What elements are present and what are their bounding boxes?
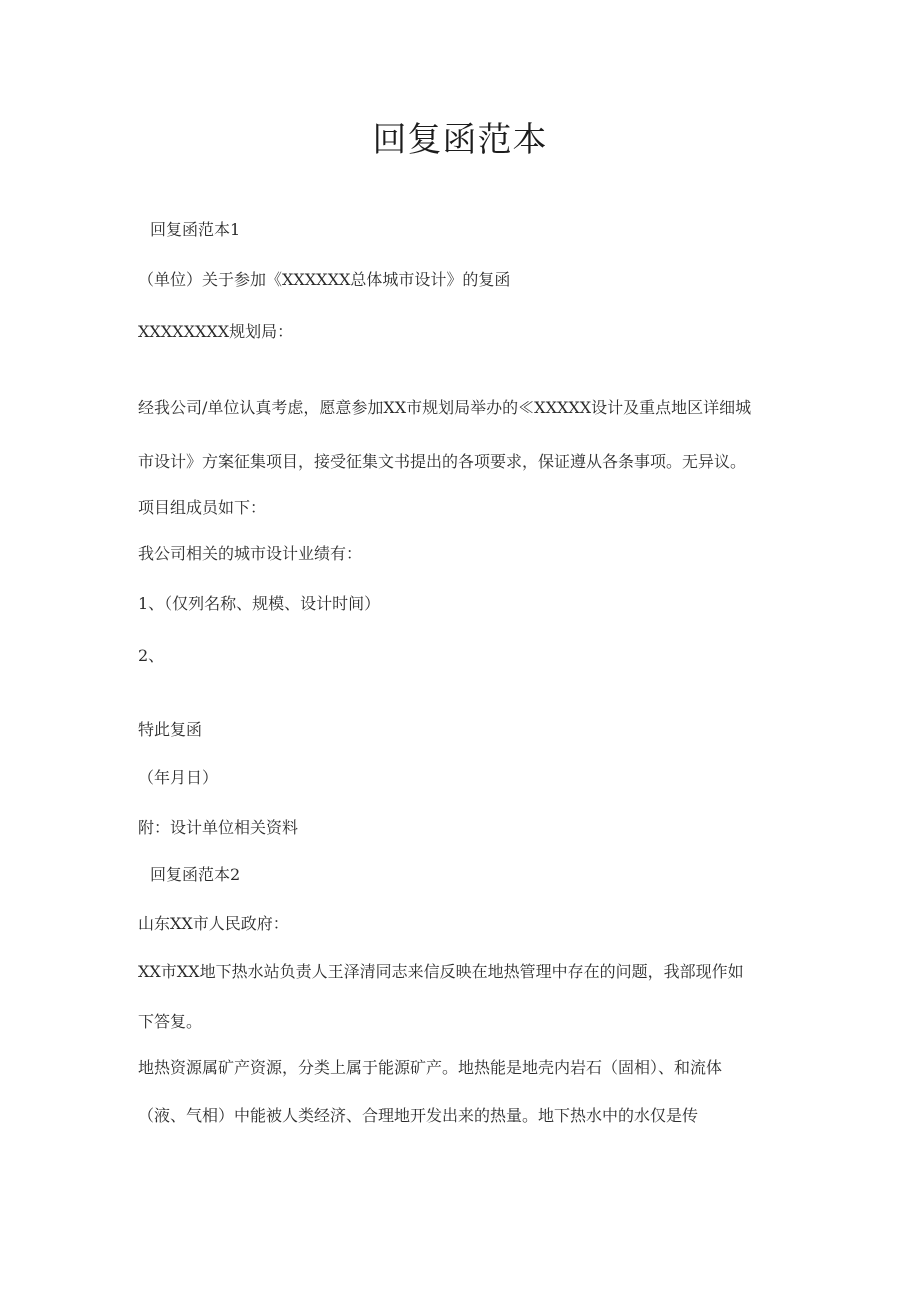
document-title: 回复函范本 [372,120,548,160]
body-paragraph-line: 经我公司/单位认真考虑，愿意参加XX市规划局举办的≪XXXXX设计及重点地区详细城 [138,398,752,417]
letter-subject: （单位）关于参加《XXXXXX总体城市设计》的复函 [138,270,511,289]
body-paragraph-line: （液、气相）中能被人类经济、合理地开发出来的热量。地下热水中的水仅是传 [138,1106,699,1125]
body-paragraph-line: 地热资源属矿产资源，分类上属于能源矿产。地热能是地壳内岩石（固相）、和流体 [138,1058,723,1077]
recipient-line: XXXXXXXX规划局： [138,322,294,341]
body-paragraph-line: XX市XX地下热水站负责人王泽清同志来信反映在地热管理中存在的问题，我部现作如 [138,962,744,981]
list-item-2: 2、 [138,646,165,665]
section-heading-2: 回复函范本2 [150,865,241,884]
attachment-line: 附：设计单位相关资料 [138,818,299,837]
list-item-1: 1、（仅列名称、规模、设计时间） [138,594,381,613]
closing-line: 特此复函 [138,720,203,739]
body-paragraph-line: 下答复。 [138,1012,203,1031]
section-heading-1: 回复函范本1 [150,220,241,239]
body-paragraph-line: 市设计》方案征集项目，接受征集文书提出的各项要求，保证遵从各条事项。无异议。 [138,452,747,471]
body-paragraph-line: 项目组成员如下： [138,498,267,517]
recipient-line-2: 山东XX市人民政府： [138,914,289,933]
date-line: （年月日） [138,768,219,787]
body-paragraph-line: 我公司相关的城市设计业绩有： [138,544,363,563]
